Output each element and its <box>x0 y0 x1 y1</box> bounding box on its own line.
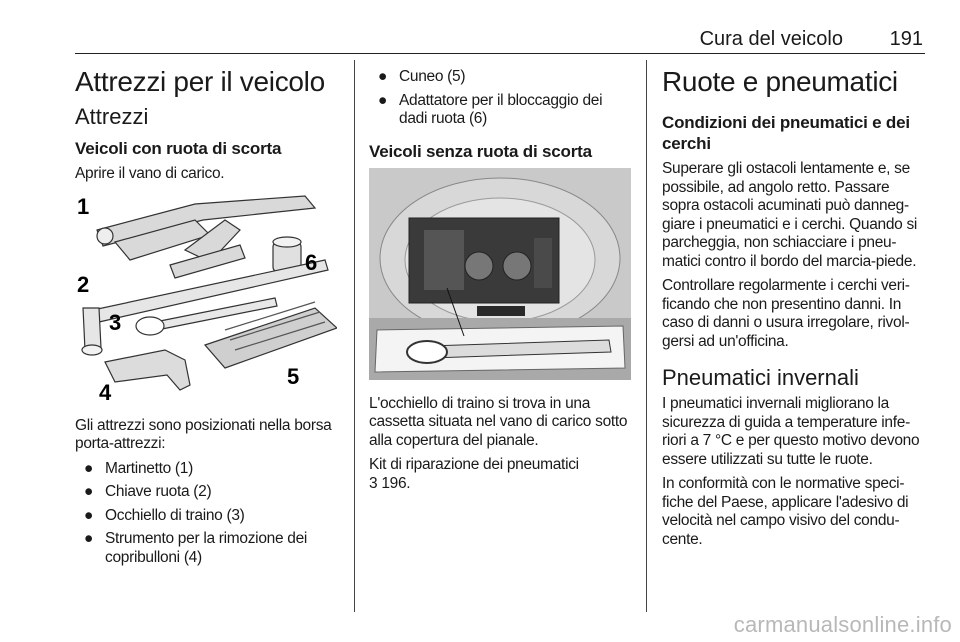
cap-remover-drawing <box>105 350 190 390</box>
list-item: ● Chiave ruota (2) <box>84 483 212 500</box>
column-2 <box>369 60 631 499</box>
cargo-compartment-photo <box>369 168 631 385</box>
callout-3: 3 <box>109 309 122 335</box>
callout-6: 6 <box>305 249 318 275</box>
callout-1: 1 <box>77 193 90 219</box>
repair-kit-reference: Kit di riparazione dei pneumatici 3 196. <box>369 456 579 492</box>
towing-eye-location-paragraph: L'occhiello di traino si trova in una cassetta situata nel vano di carico sotto alla copertura del pianale. <box>369 394 628 449</box>
heading-tools: Attrezzi <box>75 104 149 129</box>
watermark: carmanualsonline.info <box>733 612 952 637</box>
column-3 <box>662 60 925 555</box>
callout-5: 5 <box>287 363 300 389</box>
column-1 <box>75 60 337 572</box>
list-item: ● Adattatore per il bloccaggio dei dadi ruota (6) <box>378 91 603 127</box>
callout-4: 4 <box>99 379 112 402</box>
tools-location-paragraph: Gli attrezzi sono posizionati nella borsa porta-attrezzi: <box>75 416 332 452</box>
heading-with-spare-wheel: Veicoli con ruota di scorta <box>75 139 282 158</box>
heading-tyre-condition: Condizioni dei pneumatici e dei cerchi <box>662 113 910 153</box>
intro-paragraph: Aprire il vano di carico. <box>75 165 225 182</box>
heading-winter-tyres: Pneumatici invernali <box>662 365 859 390</box>
tools-illustration <box>75 190 337 407</box>
column-divider-2 <box>646 60 647 612</box>
tyre-condition-paragraph-1: Superare gli ostacoli lentamente e, se possibile, ad angolo retto. Passare sopra ostacoli acuminati può danneg-giare i pneumatici e i cerchi. Quando si parcheggia, non schiacciare i pneu-matici contro il bordo del marcia-piede. <box>662 160 918 270</box>
column-divider-1 <box>354 60 355 612</box>
header-rule <box>75 53 925 54</box>
winter-tyres-paragraph-1: I pneumatici invernali migliorano la sicurezza di guida a temperature infe-riori a 7 °C e per questo motivo devono essere utilizzati su tutte le ruote. <box>662 395 920 468</box>
tools-list <box>75 460 337 568</box>
page-number: 191 <box>889 28 923 50</box>
heading-vehicle-tools: Attrezzi per il veicolo <box>75 66 325 97</box>
section-title: Cura del veicolo <box>699 28 843 50</box>
winter-tyres-paragraph-2: In conformità con le normative speci-fiche del Paese, applicare l'adesivo di velocità nel campo visivo del condu-cente. <box>662 475 909 548</box>
list-item: ● Martinetto (1) <box>84 459 193 477</box>
page-header <box>75 22 925 52</box>
tools-list-continued <box>369 68 631 129</box>
list-item: ● Strumento per la rimozione dei copribulloni (4) <box>84 530 308 566</box>
list-item: ● Occhiello di traino (3) <box>84 506 245 524</box>
callout-2: 2 <box>77 271 90 297</box>
list-item: ● Cuneo (5) <box>378 68 466 85</box>
heading-wheels-tyres: Ruote e pneumatici <box>662 66 898 97</box>
page-reference-link[interactable]: 3 196. <box>369 474 411 492</box>
tyre-condition-paragraph-2: Controllare regolarmente i cerchi veri-ficando che non presentino danni. In caso di danni o usura irregolare, rivol-gersi ad un'officina. <box>662 277 910 350</box>
heading-without-spare-wheel: Veicoli senza ruota di scorta <box>369 141 592 161</box>
